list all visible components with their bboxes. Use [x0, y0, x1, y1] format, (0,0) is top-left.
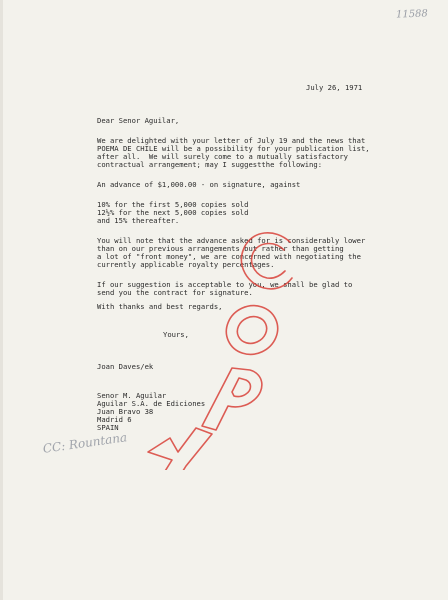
paragraph-1-line-1: We are delighted with your letter of July 19 and the news that [97, 136, 366, 145]
royalty-line-3: and 15% thereafter. [97, 216, 180, 225]
paragraph-1-line-3: after all. We will surely come to a mutually satisfactory [97, 152, 348, 161]
letter-date: July 26, 1971 [306, 83, 363, 92]
cc-handwritten-note: CC: Rountana [42, 430, 128, 456]
advance-line: An advance of $1,000.00 - on signature, against [97, 180, 301, 189]
recipient-line-2: Aguilar S.A. de Ediciones [97, 399, 206, 408]
scan-edge [0, 0, 3, 600]
paragraph-3-line-1: If our suggestion is acceptable to you, we shall be glad to [97, 280, 353, 289]
recipient-line-3: Juan Bravo 38 [97, 407, 154, 416]
royalty-line-1: 10% for the first 5,000 copies sold [97, 200, 249, 209]
manuscript-number: 11588 [395, 8, 428, 21]
paragraph-1-line-4: contractual arrangement; may I suggestthe following: [97, 160, 323, 169]
closing-line: With thanks and best regards, [97, 302, 223, 311]
paragraph-3-line-2: send you the contract for signature. [97, 288, 253, 297]
paragraph-2-line-3: a lot of "front money", we are concerned with negotiating the [97, 252, 361, 261]
paragraph-2-line-1: You will note that the advance asked for is considerably lower [97, 236, 366, 245]
royalty-line-2: 12½% for the next 5,000 copies sold [97, 208, 249, 217]
signature-reference: Joan Daves/ek [97, 362, 154, 371]
recipient-line-1: Senor M. Aguilar [97, 391, 167, 400]
paragraph-2-line-2: than on our previous arrangements but rather than getting [97, 244, 344, 253]
paragraph-1-line-2: POEMA DE CHILE will be a possibility for your publication list, [97, 144, 370, 153]
sign-off: Yours, [163, 330, 189, 339]
recipient-line-4: Madrid 6 [97, 415, 132, 424]
paragraph-2-line-4: currently applicable royalty percentages. [97, 260, 275, 269]
recipient-line-5: SPAIN [97, 423, 119, 432]
salutation: Dear Senor Aguilar, [97, 116, 180, 125]
